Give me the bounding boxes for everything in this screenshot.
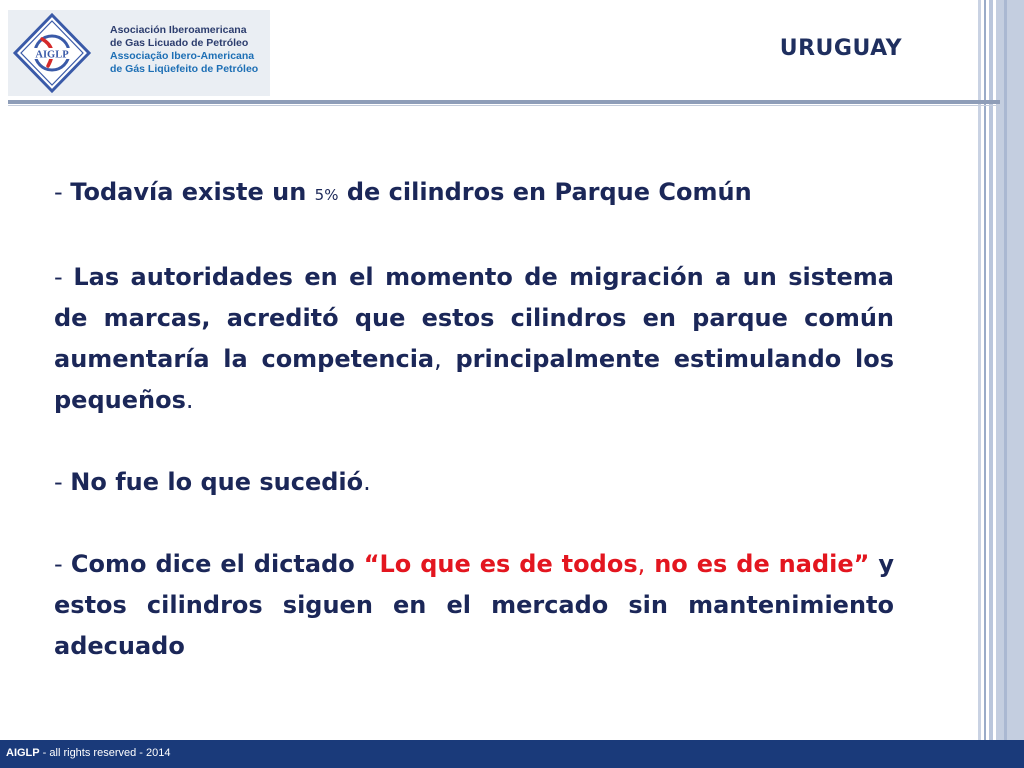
paragraph-text: No fue lo que sucedió (70, 468, 364, 496)
footer-rights: - all rights reserved - 2014 (39, 747, 171, 759)
paragraph-text: Como dice el dictado (70, 550, 364, 578)
quoted-saying: “Lo que es de todos (363, 550, 638, 578)
paragraph-text: Las autoridades en el momento de migración a un sistema de marcas, acreditó que estos cilindros en parque común aumentaría la competencia (54, 263, 895, 373)
organization-logo (8, 10, 270, 96)
paragraph-text: de cilindros en Parque Común (338, 178, 752, 206)
header-divider (8, 100, 1000, 104)
paragraph-text: Todavía existe un (70, 178, 315, 206)
punctuation: , (434, 345, 442, 373)
stripe (989, 0, 993, 740)
punctuation: . (363, 468, 371, 496)
header-divider (8, 105, 1000, 106)
footer-brand: AIGLP (6, 747, 40, 759)
bullet-paragraph (54, 257, 894, 421)
decorative-side-stripes (978, 0, 1024, 740)
stripe (984, 0, 986, 740)
page-title: URUGUAY (779, 36, 902, 61)
slide-body (54, 172, 894, 667)
bullet-paragraph (54, 462, 894, 503)
stripe (1004, 0, 1007, 740)
paragraph-text: principalmente estimulando los pequeños (54, 345, 894, 414)
aiglp-logo-icon (12, 12, 92, 94)
logo-mark-text: AIGLP (35, 49, 69, 61)
logo-line: de Gás Liqüefeito de Petróleo (110, 63, 259, 75)
stripe (978, 0, 981, 740)
percent-value: 5% (314, 186, 339, 204)
bullet-dash: - (54, 550, 71, 578)
footer-copyright (6, 747, 170, 759)
footer-bar (0, 740, 1024, 768)
logo-line: Associação Ibero-Americana (110, 50, 255, 62)
logo-text-block (110, 24, 270, 76)
bullet-paragraph (54, 544, 894, 667)
paragraph-text: y estos cilindros siguen en el mercado sin mantenimiento adecuado (54, 550, 895, 660)
stripe (996, 0, 1024, 740)
bullet-dash: - (54, 263, 74, 291)
bullet-dash: - (54, 468, 71, 496)
logo-line: de Gas Licuado de Petróleo (110, 37, 249, 49)
quoted-saying: no es de nadie” (645, 550, 870, 578)
punctuation: . (185, 386, 194, 414)
logo-line: Asociación Iberoamericana (110, 24, 247, 36)
punctuation: , (637, 550, 646, 578)
bullet-paragraph (54, 172, 894, 216)
bullet-dash: - (54, 178, 71, 206)
